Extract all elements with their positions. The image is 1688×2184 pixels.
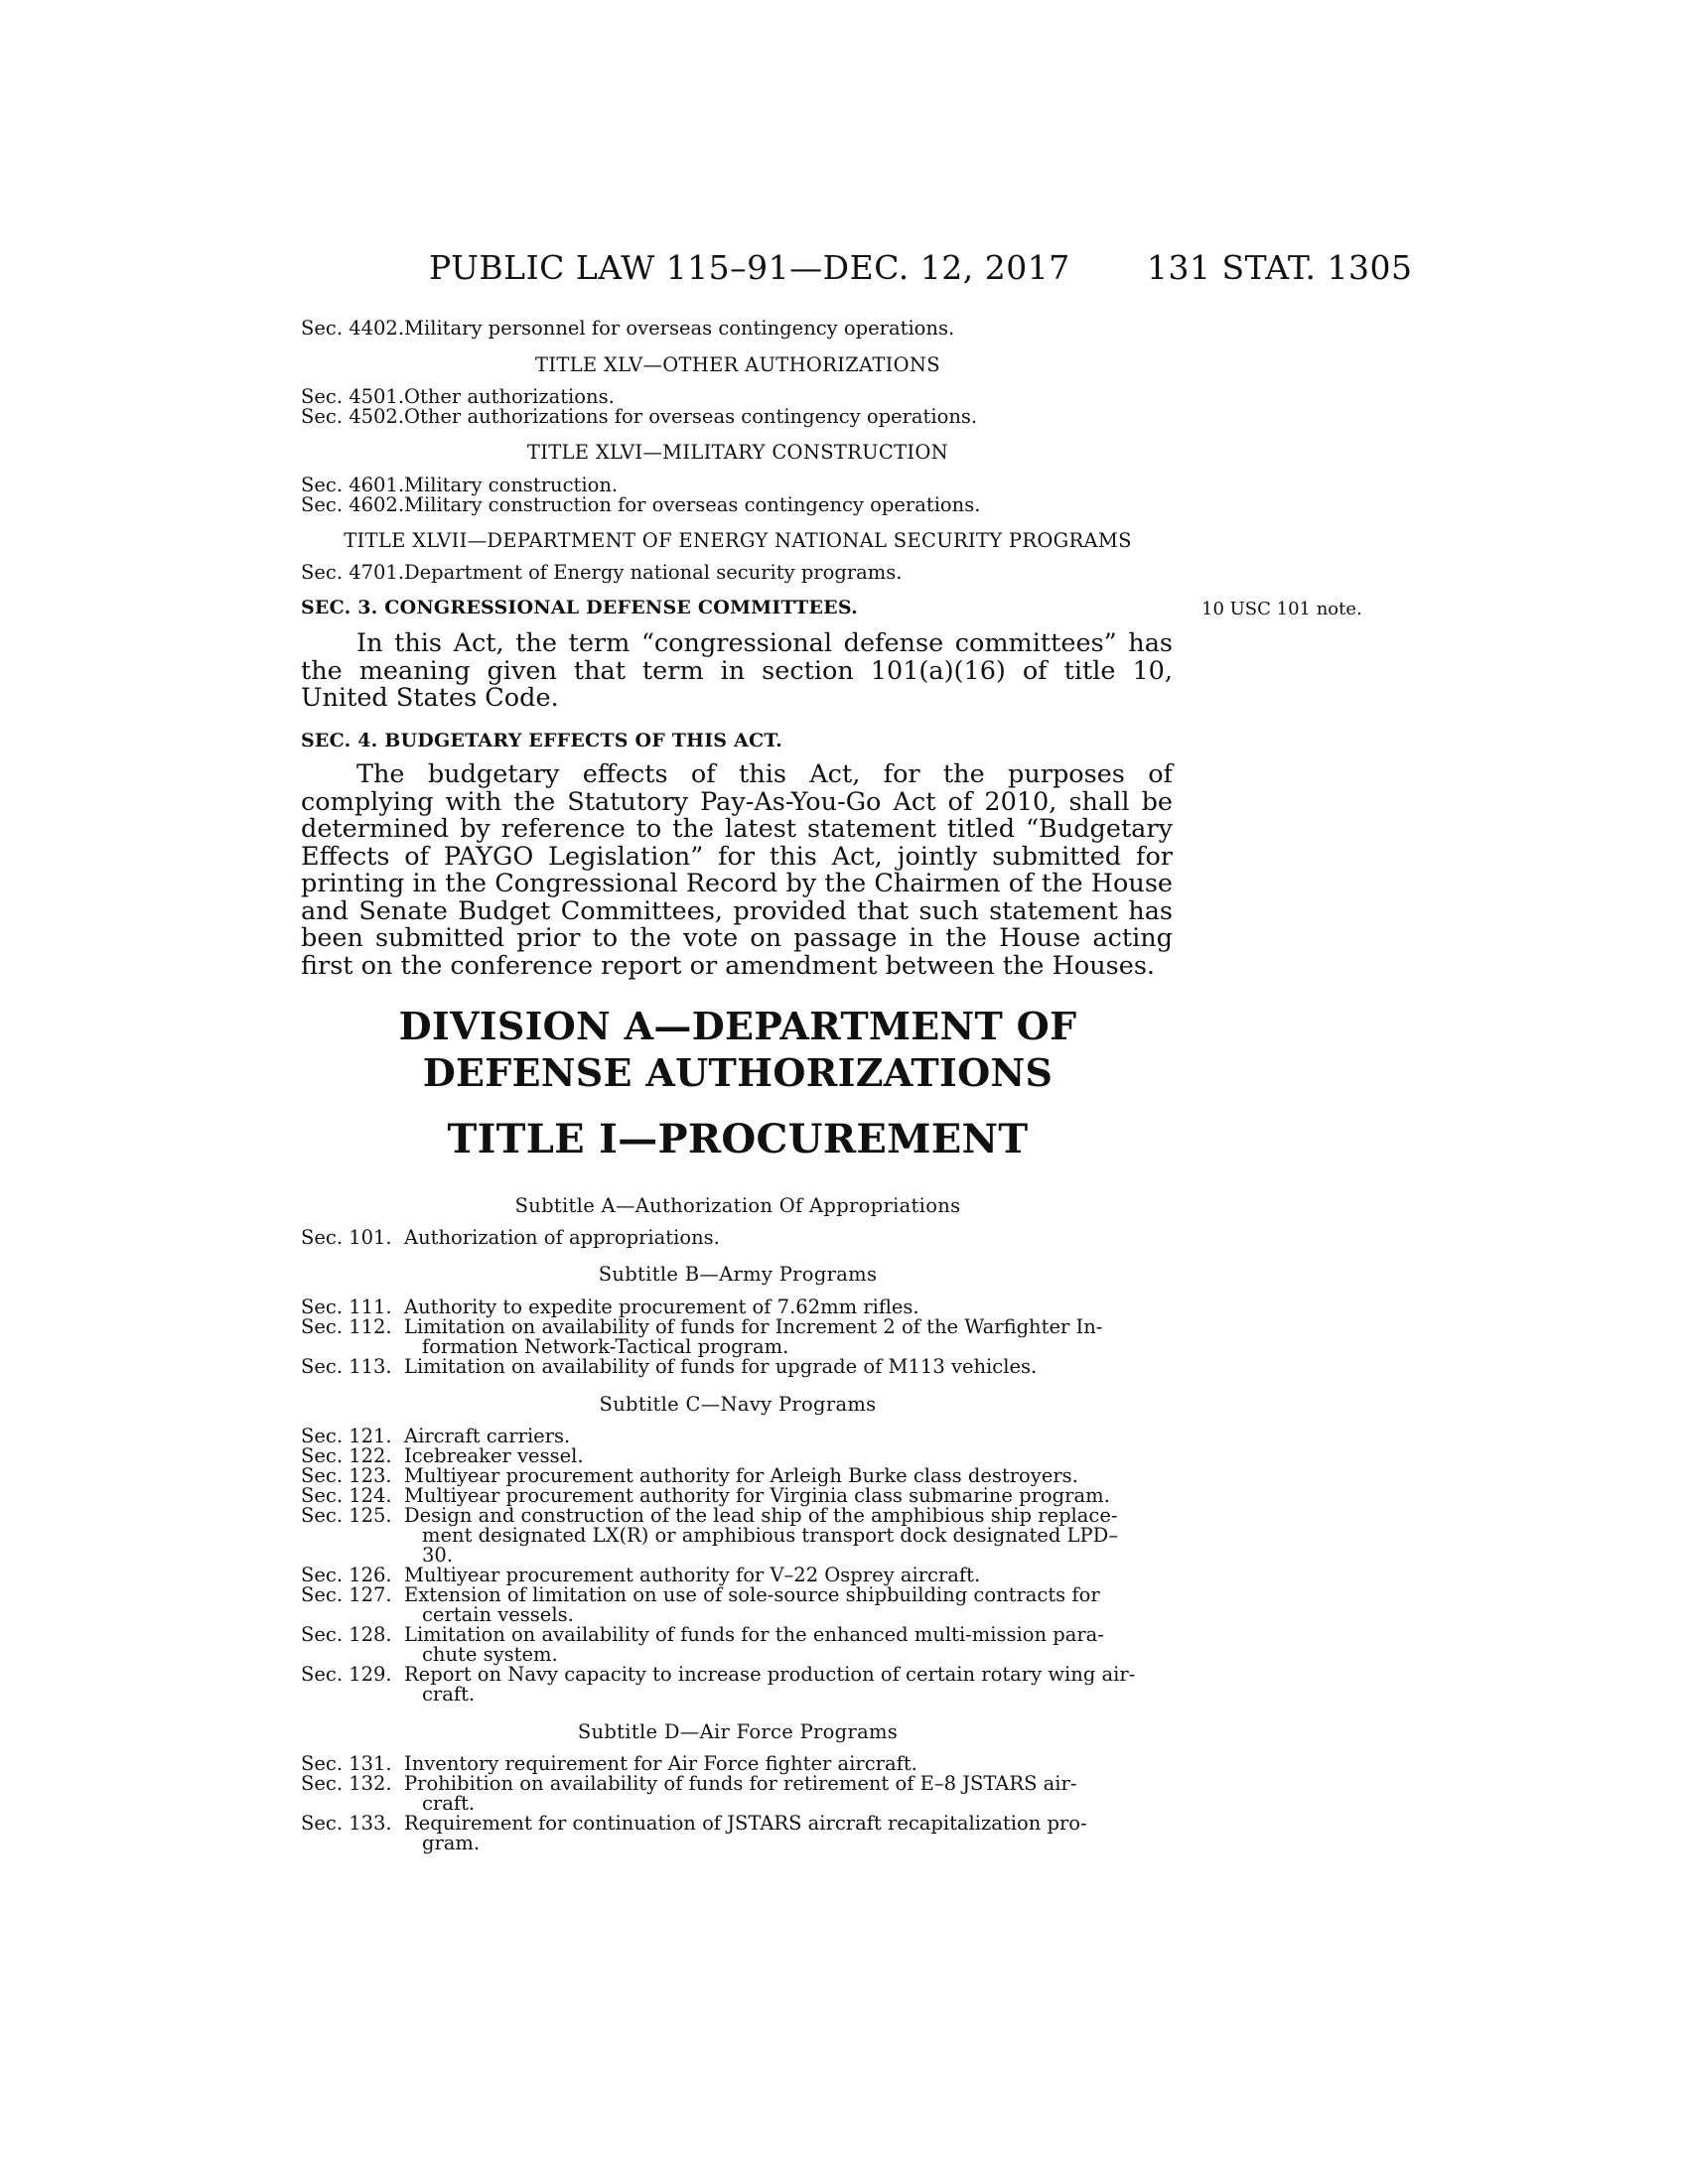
toc-title-xlv: TITLE XLV—OTHER AUTHORIZATIONS	[535, 353, 940, 376]
section-number: Sec. 112.	[301, 1315, 392, 1338]
section-title: Military construction for overseas contingency operations.	[404, 493, 981, 516]
section-title: Other authorizations for overseas contingency operations.	[404, 405, 978, 428]
toc-entry	[301, 1357, 1175, 1377]
section-title-line: Extension of limitation on use of sole-source shipbuilding contracts for	[404, 1583, 1100, 1606]
section-title-continuation: ment designated LX(R) or amphibious transport dock designated LPD–	[422, 1524, 1118, 1547]
section-title	[404, 1506, 1175, 1566]
toc-entry	[301, 1754, 1175, 1774]
section-title	[404, 1625, 1175, 1665]
section-title: Inventory requirement for Air Force fighter aircraft.	[404, 1752, 917, 1775]
subtitle-b-toc	[301, 1297, 1175, 1377]
section-number: Sec. 123.	[301, 1464, 392, 1487]
subtitle-a-title: Subtitle A—Authorization Of Appropriations	[514, 1194, 961, 1217]
toc-entry	[301, 319, 1175, 339]
division-a-title	[301, 1003, 1175, 1096]
division-a-line1: DIVISION A—DEPARTMENT OF	[398, 1004, 1077, 1048]
toc-title-xlvi: TITLE XLVI—MILITARY CONSTRUCTION	[526, 441, 949, 464]
sec4-heading: SEC. 4. BUDGETARY EFFECTS OF THIS ACT.	[301, 730, 782, 751]
toc-entry	[301, 1486, 1175, 1506]
section-title-line: Prohibition on availability of funds for retirement of E–8 JSTARS air-	[404, 1772, 1077, 1795]
subtitle-d-toc	[301, 1754, 1175, 1853]
section-number: Sec. 133.	[301, 1812, 392, 1835]
toc-block-46	[301, 476, 1175, 515]
section-title: Authority to expedite procurement of 7.62mm rifles.	[404, 1296, 919, 1318]
toc-entry	[301, 387, 1175, 407]
section-number: Sec. 113.	[301, 1355, 392, 1378]
section-number: Sec. 111.	[301, 1296, 392, 1318]
section-number: Sec. 124.	[301, 1484, 392, 1507]
section-number: Sec. 4501.	[301, 385, 405, 408]
section-title: Military construction.	[404, 474, 619, 496]
section-title-continuation: craft.	[422, 1683, 476, 1706]
section-title: Aircraft carriers.	[404, 1425, 571, 1447]
toc-entry	[301, 1625, 1175, 1665]
section-title-line: Limitation on availability of funds for the enhanced multi-mission para-	[404, 1623, 1104, 1646]
section-title	[404, 1317, 1175, 1357]
toc-block-4402	[301, 319, 1175, 339]
subtitle-c-title: Subtitle C—Navy Programs	[599, 1393, 877, 1416]
toc-title-xlvii: TITLE XLVII—DEPARTMENT OF ENERGY NATIONAL SECURITY PROGRAMS	[344, 529, 1132, 552]
section-number: Sec. 122.	[301, 1444, 392, 1467]
section-title-line: Design and construction of the lead ship of the amphibious ship replace-	[404, 1504, 1118, 1527]
division-a-line2: DEFENSE AUTHORIZATIONS	[422, 1050, 1054, 1095]
section-title: Authorization of appropriations.	[404, 1226, 720, 1249]
section-title-continuation: formation Network-Tactical program.	[422, 1335, 789, 1358]
section-number: Sec. 132.	[301, 1772, 392, 1795]
subtitle-d-title: Subtitle D—Air Force Programs	[577, 1720, 899, 1743]
toc-block-47	[301, 563, 1175, 583]
section-number: Sec. 129.	[301, 1663, 392, 1686]
section-title: Other authorizations.	[404, 385, 615, 408]
section-number: Sec. 4701.	[301, 561, 405, 584]
toc-entry	[301, 476, 1175, 495]
toc-entry	[301, 1466, 1175, 1486]
sec4-body: The budgetary effects of this Act, for the purposes of complying with the Statutory Pay-As-You-Go Act of 2010, shall be determined by reference to the latest statement titled “Budgetary Effects of PAYGO Legislation” for this Act, jointly submitted for printing in the Congressional Record by the Chairmen of the House and Senate Budget Committees, provided that such statement has been submitted prior to the vote on passage in the House acting first on the conference report or amendment between the Houses.	[301, 759, 1173, 981]
section-title-continuation: gram.	[422, 1832, 481, 1854]
section-title-continuation: chute system.	[422, 1643, 558, 1666]
section-title	[404, 1814, 1175, 1853]
section-number: Sec. 4601.	[301, 474, 405, 496]
section-number: Sec. 125.	[301, 1504, 392, 1527]
section-number: Sec. 121.	[301, 1425, 392, 1447]
section-title: Military personnel for overseas contingency operations.	[404, 317, 955, 340]
section-title: Multiyear procurement authority for Virginia class submarine program.	[404, 1484, 1110, 1507]
section-number: Sec. 4502.	[301, 405, 405, 428]
section-title: Icebreaker vessel.	[404, 1444, 584, 1467]
subtitle-c-toc	[301, 1427, 1175, 1705]
toc-entry	[301, 1228, 1175, 1248]
section-number: Sec. 4402.	[301, 317, 405, 340]
section-title	[404, 1585, 1175, 1625]
section-title-line: Report on Navy capacity to increase production of certain rotary wing air-	[404, 1663, 1136, 1686]
section-number: Sec. 131.	[301, 1752, 392, 1775]
toc-entry	[301, 1665, 1175, 1705]
toc-block-45	[301, 387, 1175, 427]
toc-entry	[301, 1446, 1175, 1466]
sec3-heading: SEC. 3. CONGRESSIONAL DEFENSE COMMITTEES.	[301, 597, 858, 618]
section-title: Multiyear procurement authority for V–22 Osprey aircraft.	[404, 1564, 981, 1586]
sec3-body: In this Act, the term “congressional defense committees” has the meaning given that term in section 101(a)(16) of title 10, United States Code.	[301, 628, 1173, 713]
subtitle-b-title: Subtitle B—Army Programs	[598, 1263, 878, 1286]
section-number: Sec. 127.	[301, 1583, 392, 1606]
subtitle-a-toc	[301, 1228, 1175, 1248]
section-number: Sec. 4602.	[301, 493, 405, 516]
running-header-law: PUBLIC LAW 115–91—DEC. 12, 2017	[429, 248, 1070, 287]
section-title	[404, 1665, 1175, 1705]
section-number: Sec. 128.	[301, 1623, 392, 1646]
toc-entry	[301, 1297, 1175, 1317]
toc-entry	[301, 1814, 1175, 1853]
toc-entry	[301, 563, 1175, 583]
section-title: Department of Energy national security programs.	[404, 561, 903, 584]
section-title-line: Requirement for continuation of JSTARS aircraft recapitalization pro-	[404, 1812, 1087, 1835]
title-i-heading: TITLE I—PROCUREMENT	[447, 1116, 1029, 1162]
section-title-continuation: certain vessels.	[422, 1603, 574, 1626]
section-title-continuation: 30.	[422, 1544, 454, 1567]
section-title	[404, 1774, 1175, 1814]
toc-entry	[301, 407, 1175, 427]
running-header-stat: 131 STAT. 1305	[1147, 248, 1413, 287]
toc-entry	[301, 1317, 1175, 1357]
section-number: Sec. 101.	[301, 1226, 392, 1249]
toc-entry	[301, 1585, 1175, 1625]
sec3-margin-note: 10 USC 101 note.	[1201, 599, 1362, 619]
section-title: Limitation on availability of funds for upgrade of M113 vehicles.	[404, 1355, 1038, 1378]
section-title-continuation: craft.	[422, 1792, 476, 1815]
section-title-line: Limitation on availability of funds for Increment 2 of the Warfighter In-	[404, 1315, 1103, 1338]
toc-entry	[301, 1774, 1175, 1814]
toc-entry	[301, 495, 1175, 515]
toc-entry	[301, 1427, 1175, 1446]
toc-entry	[301, 1566, 1175, 1585]
toc-entry	[301, 1506, 1175, 1566]
section-title: Multiyear procurement authority for Arleigh Burke class destroyers.	[404, 1464, 1078, 1487]
section-number: Sec. 126.	[301, 1564, 392, 1586]
